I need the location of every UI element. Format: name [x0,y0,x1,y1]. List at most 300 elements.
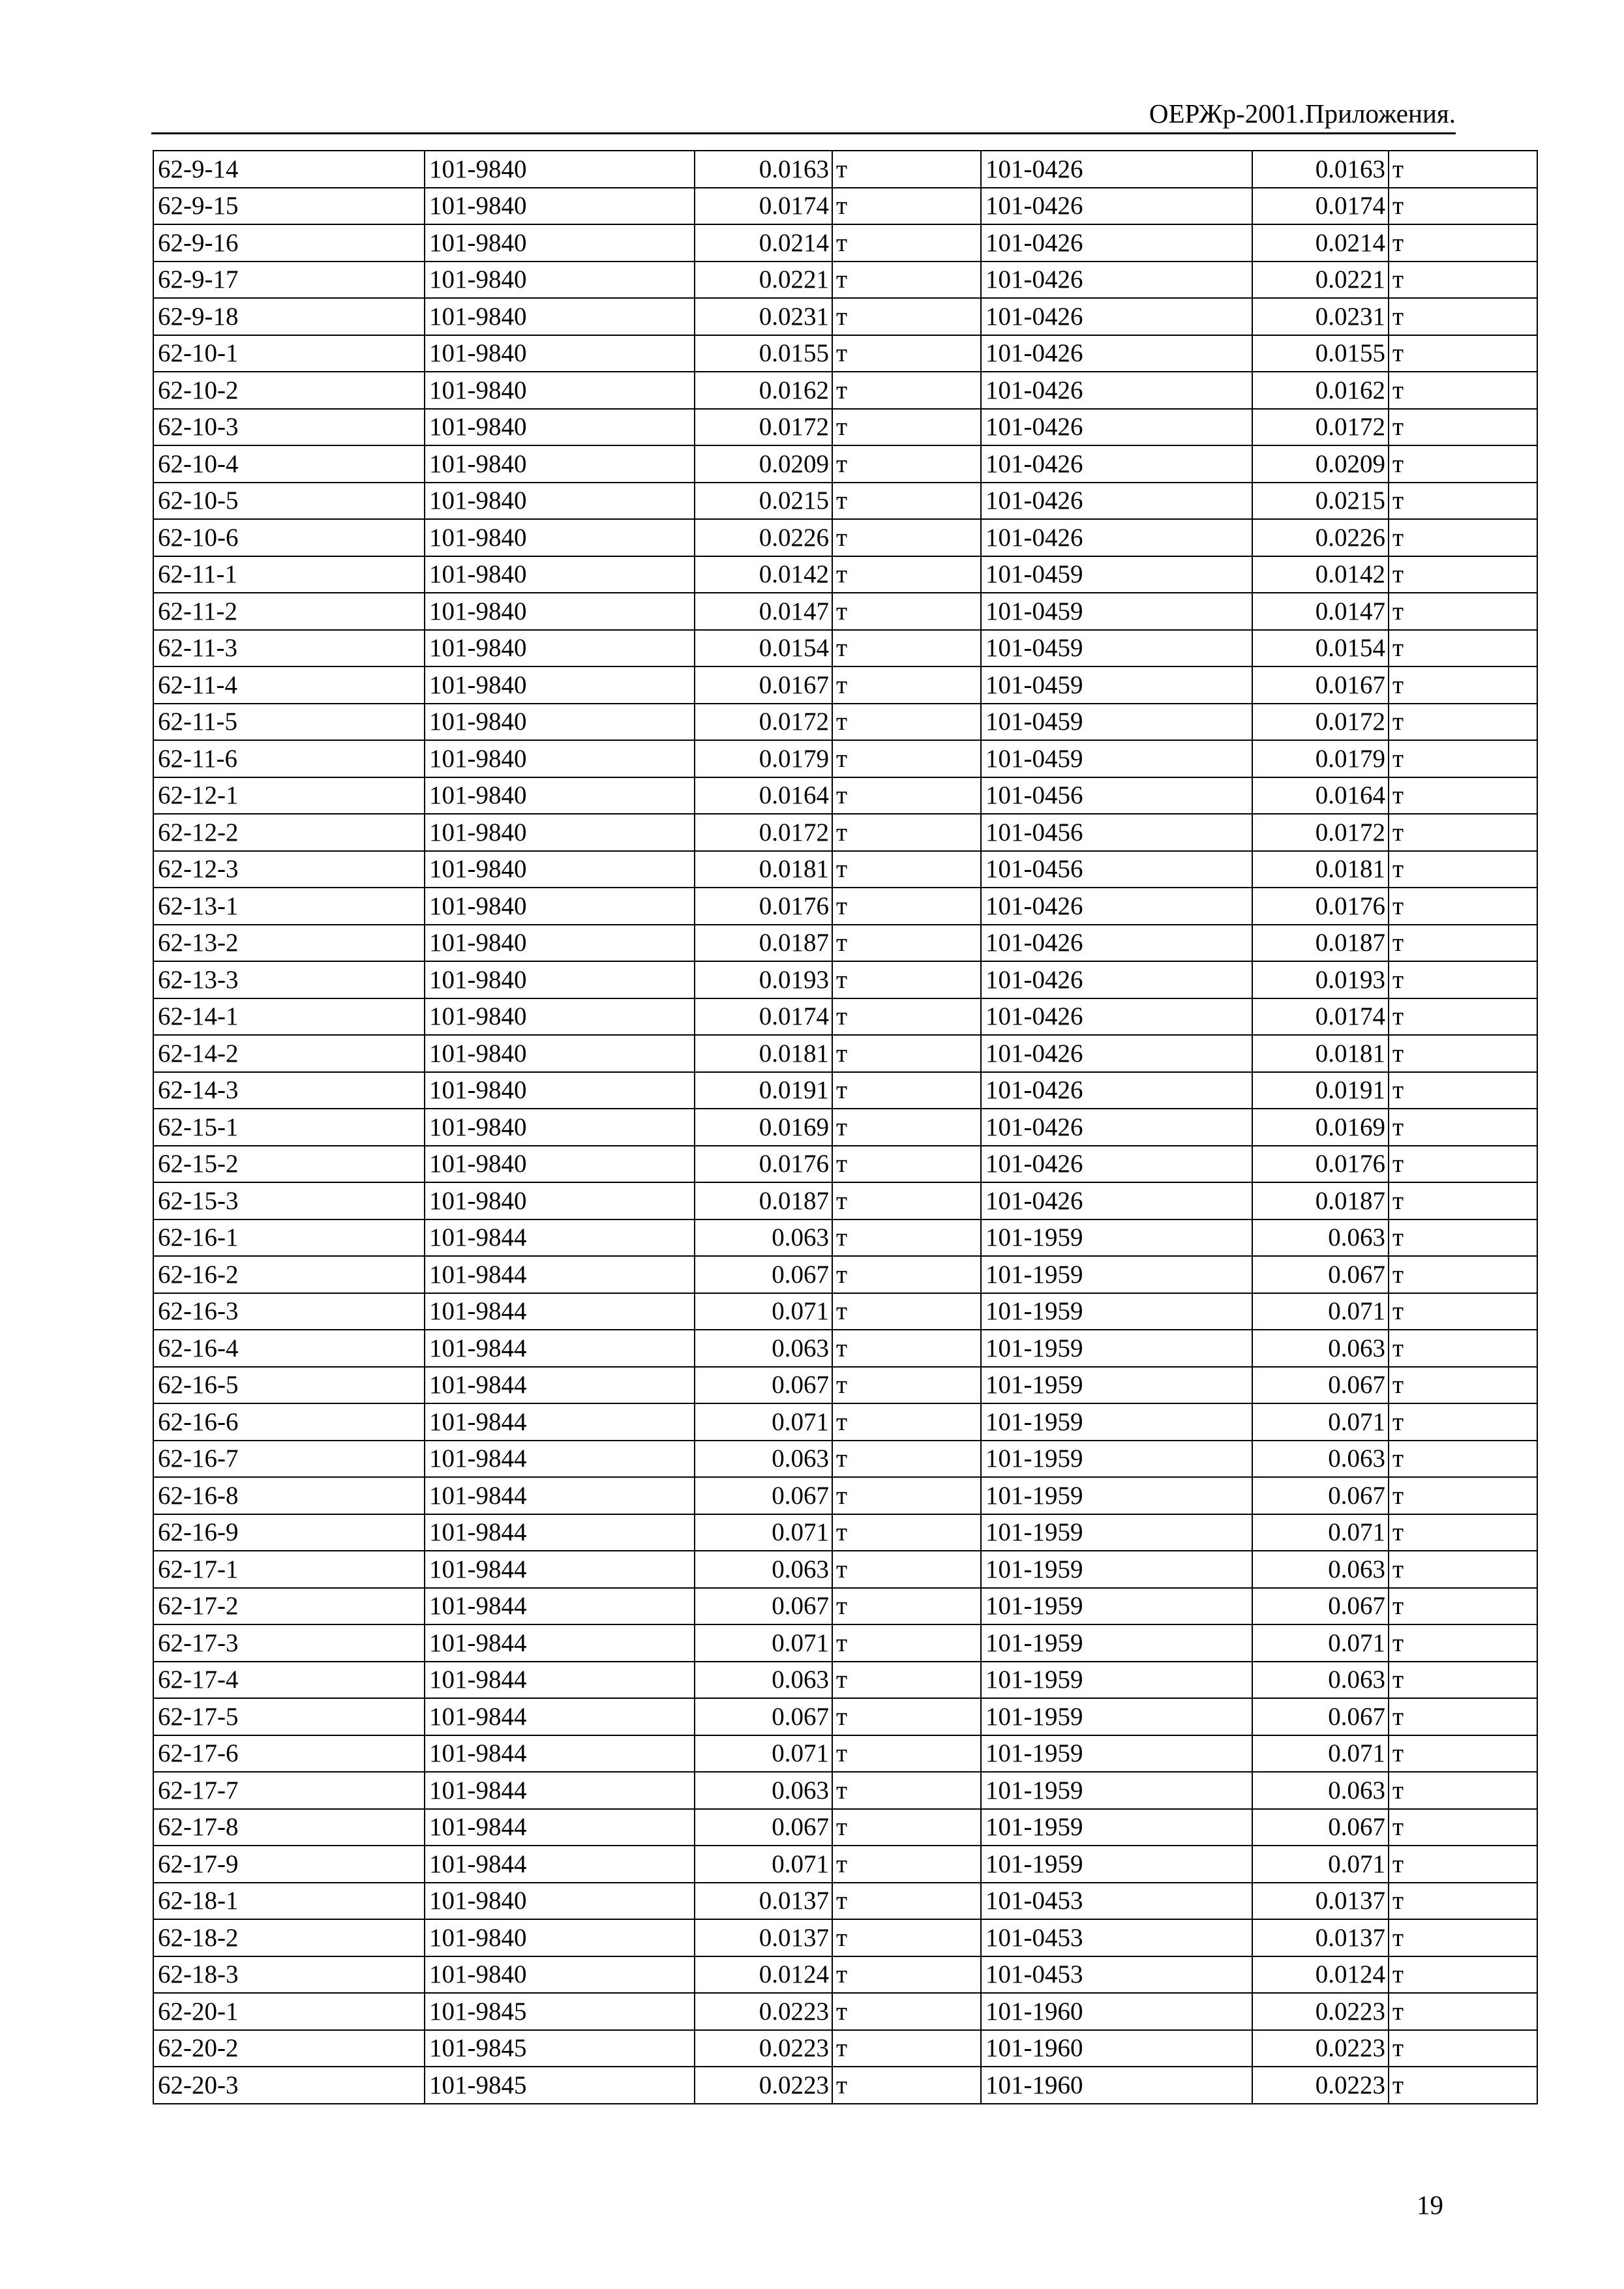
quantity-cell: 0.0169 [695,1109,832,1146]
table-row [153,814,1537,851]
resource-code-cell: 101-9844 [425,1735,695,1773]
table-row [153,1698,1537,1735]
rate-code-cell: 62-10-5 [153,483,425,520]
unit-cell: т [832,409,981,446]
unit-cell: т [832,262,981,299]
unit-cell: т [832,740,981,777]
quantity-cell: 0.0181 [695,1035,832,1072]
replacement-code-cell: 101-1959 [981,1588,1252,1625]
resource-code-cell: 101-9840 [425,630,695,667]
table-row [153,1588,1537,1625]
quantity-cell: 0.0154 [695,630,832,667]
quantity-cell: 0.063 [695,1441,832,1478]
rate-code-cell: 62-17-9 [153,1846,425,1883]
page-header [151,0,1456,140]
resource-code-cell: 101-9844 [425,1809,695,1846]
table-row [153,1441,1537,1478]
replacement-quantity-cell: 0.067 [1252,1809,1389,1846]
replacement-quantity-cell: 0.063 [1252,1219,1389,1257]
resource-code-cell: 101-9844 [425,1367,695,1404]
replacement-code-cell: 101-1960 [981,1993,1252,2030]
unit-cell: т [832,1109,981,1146]
table-row [153,1330,1537,1367]
unit-cell: т [832,445,981,483]
resource-code-cell: 101-9840 [425,1919,695,1956]
replacement-code-cell: 101-0459 [981,556,1252,593]
unit-cell: т [832,1256,981,1293]
replacement-unit-cell: т [1389,1956,1537,1994]
table-row [153,1035,1537,1072]
table-row [153,1182,1537,1219]
quantity-cell: 0.0164 [695,777,832,815]
resource-code-cell: 101-9844 [425,1330,695,1367]
quantity-cell: 0.0142 [695,556,832,593]
unit-cell: т [832,1809,981,1846]
replacement-unit-cell: т [1389,1182,1537,1219]
table-body [153,151,1537,2104]
replacement-quantity-cell: 0.063 [1252,1772,1389,1809]
replacement-quantity-cell: 0.0187 [1252,1182,1389,1219]
replacement-code-cell: 101-1959 [981,1698,1252,1735]
unit-cell: т [832,335,981,372]
replacement-code-cell: 101-0426 [981,519,1252,556]
unit-cell: т [832,2030,981,2067]
quantity-cell: 0.0147 [695,593,832,630]
resource-code-cell: 101-9840 [425,556,695,593]
replacement-quantity-cell: 0.0162 [1252,372,1389,409]
rate-code-cell: 62-10-1 [153,335,425,372]
rate-code-cell: 62-10-6 [153,519,425,556]
unit-cell: т [832,1035,981,1072]
unit-cell: т [832,998,981,1036]
table-row [153,1477,1537,1514]
rate-code-cell: 62-10-2 [153,372,425,409]
quantity-cell: 0.0231 [695,298,832,335]
unit-cell: т [832,372,981,409]
resource-code-cell: 101-9840 [425,519,695,556]
table-row [153,1993,1537,2030]
replacement-quantity-cell: 0.0223 [1252,1993,1389,2030]
unit-cell: т [832,704,981,741]
unit-cell: т [832,1883,981,1920]
rate-code-cell: 62-15-2 [153,1146,425,1183]
resource-code-cell: 101-9840 [425,1035,695,1072]
replacement-quantity-cell: 0.0176 [1252,1146,1389,1183]
unit-cell: т [832,1735,981,1773]
resource-code-cell: 101-9844 [425,1551,695,1588]
rate-code-cell: 62-13-1 [153,888,425,925]
replacement-quantity-cell: 0.0191 [1252,1072,1389,1109]
rate-code-cell: 62-20-1 [153,1993,425,2030]
rate-code-cell: 62-9-14 [153,151,425,188]
quantity-cell: 0.0174 [695,998,832,1036]
table-row [153,1146,1537,1183]
resource-code-cell: 101-9840 [425,593,695,630]
resource-code-cell: 101-9844 [425,1772,695,1809]
replacement-quantity-cell: 0.067 [1252,1698,1389,1735]
replacement-quantity-cell: 0.0223 [1252,2030,1389,2067]
replacement-unit-cell: т [1389,1403,1537,1441]
replacement-quantity-cell: 0.0181 [1252,1035,1389,1072]
replacement-unit-cell: т [1389,593,1537,630]
replacement-unit-cell: т [1389,630,1537,667]
table-row [153,704,1537,741]
table-row [153,1256,1537,1293]
replacement-code-cell: 101-0426 [981,1072,1252,1109]
replacement-unit-cell: т [1389,1477,1537,1514]
quantity-cell: 0.0176 [695,888,832,925]
quantity-cell: 0.0176 [695,1146,832,1183]
replacement-code-cell: 101-0459 [981,740,1252,777]
replacement-unit-cell: т [1389,1698,1537,1735]
rate-code-cell: 62-18-3 [153,1956,425,1994]
replacement-quantity-cell: 0.063 [1252,1441,1389,1478]
replacement-unit-cell: т [1389,1072,1537,1109]
replacement-quantity-cell: 0.071 [1252,1846,1389,1883]
replacement-unit-cell: т [1389,1883,1537,1920]
replacement-code-cell: 101-0426 [981,888,1252,925]
replacement-code-cell: 101-1959 [981,1772,1252,1809]
unit-cell: т [832,224,981,262]
replacement-unit-cell: т [1389,2030,1537,2067]
unit-cell: т [832,593,981,630]
rate-code-cell: 62-12-3 [153,851,425,888]
replacement-unit-cell: т [1389,1588,1537,1625]
replacement-code-cell: 101-1959 [981,1219,1252,1257]
rate-code-cell: 62-16-8 [153,1477,425,1514]
replacement-quantity-cell: 0.0172 [1252,409,1389,446]
table-row [153,262,1537,299]
rate-code-cell: 62-11-6 [153,740,425,777]
replacement-unit-cell: т [1389,1330,1537,1367]
replacement-code-cell: 101-0426 [981,188,1252,225]
resource-code-cell: 101-9840 [425,262,695,299]
replacement-unit-cell: т [1389,1146,1537,1183]
unit-cell: т [832,925,981,962]
table-row [153,925,1537,962]
rate-code-cell: 62-17-7 [153,1772,425,1809]
quantity-cell: 0.0181 [695,851,832,888]
table-row [153,2067,1537,2104]
resource-code-cell: 101-9840 [425,814,695,851]
replacement-unit-cell: т [1389,777,1537,815]
replacement-unit-cell: т [1389,1367,1537,1404]
quantity-cell: 0.071 [695,1403,832,1441]
table-row [153,1109,1537,1146]
replacement-quantity-cell: 0.063 [1252,1551,1389,1588]
unit-cell: т [832,1293,981,1330]
resource-code-cell: 101-9840 [425,704,695,741]
table-row [153,1846,1537,1883]
rate-code-cell: 62-20-2 [153,2030,425,2067]
quantity-cell: 0.0155 [695,335,832,372]
replacement-code-cell: 101-1959 [981,1809,1252,1846]
quantity-cell: 0.0172 [695,409,832,446]
replacement-quantity-cell: 0.0169 [1252,1109,1389,1146]
rate-code-cell: 62-11-5 [153,704,425,741]
replacement-code-cell: 101-0426 [981,224,1252,262]
rate-code-cell: 62-9-17 [153,262,425,299]
replacement-quantity-cell: 0.0164 [1252,777,1389,815]
rate-code-cell: 62-18-1 [153,1883,425,1920]
replacement-quantity-cell: 0.0215 [1252,483,1389,520]
table-row [153,483,1537,520]
quantity-cell: 0.0174 [695,188,832,225]
rate-code-cell: 62-16-2 [153,1256,425,1293]
rate-code-cell: 62-12-1 [153,777,425,815]
table-row [153,556,1537,593]
unit-cell: т [832,2067,981,2104]
replacement-quantity-cell: 0.067 [1252,1256,1389,1293]
replacement-code-cell: 101-0426 [981,298,1252,335]
header-rule [151,132,1456,134]
resource-code-cell: 101-9840 [425,335,695,372]
quantity-cell: 0.0191 [695,1072,832,1109]
table-row [153,630,1537,667]
resource-code-cell: 101-9840 [425,409,695,446]
replacement-quantity-cell: 0.071 [1252,1403,1389,1441]
replacement-unit-cell: т [1389,445,1537,483]
table-row [153,1367,1537,1404]
replacement-code-cell: 101-0426 [981,409,1252,446]
quantity-cell: 0.067 [695,1698,832,1735]
replacement-quantity-cell: 0.071 [1252,1514,1389,1551]
replacement-unit-cell: т [1389,224,1537,262]
quantity-cell: 0.071 [695,1514,832,1551]
replacement-code-cell: 101-0453 [981,1883,1252,1920]
replacement-unit-cell: т [1389,2067,1537,2104]
replacement-quantity-cell: 0.071 [1252,1735,1389,1773]
resource-code-cell: 101-9840 [425,1072,695,1109]
replacement-unit-cell: т [1389,372,1537,409]
resource-code-cell: 101-9840 [425,188,695,225]
replacement-unit-cell: т [1389,519,1537,556]
quantity-cell: 0.0179 [695,740,832,777]
quantity-cell: 0.0221 [695,262,832,299]
resource-code-cell: 101-9840 [425,1883,695,1920]
replacement-code-cell: 101-0426 [981,998,1252,1036]
unit-cell: т [832,1551,981,1588]
replacement-code-cell: 101-1960 [981,2030,1252,2067]
table-row [153,188,1537,225]
replacement-code-cell: 101-0426 [981,1146,1252,1183]
replacement-code-cell: 101-1959 [981,1735,1252,1773]
replacement-quantity-cell: 0.0221 [1252,262,1389,299]
rate-code-cell: 62-9-18 [153,298,425,335]
replacement-quantity-cell: 0.0181 [1252,851,1389,888]
replacement-unit-cell: т [1389,888,1537,925]
table-row [153,151,1537,188]
resource-code-cell: 101-9840 [425,961,695,998]
rate-code-cell: 62-17-3 [153,1624,425,1662]
rate-code-cell: 62-17-8 [153,1809,425,1846]
table-row [153,1662,1537,1699]
unit-cell: т [832,188,981,225]
resource-code-cell: 101-9840 [425,925,695,962]
replacement-unit-cell: т [1389,1035,1537,1072]
quantity-cell: 0.0214 [695,224,832,262]
table-row [153,1551,1537,1588]
rate-code-cell: 62-16-6 [153,1403,425,1441]
quantity-cell: 0.0223 [695,2067,832,2104]
replacement-quantity-cell: 0.0179 [1252,740,1389,777]
replacement-code-cell: 101-1959 [981,1551,1252,1588]
unit-cell: т [832,961,981,998]
rate-code-cell: 62-17-5 [153,1698,425,1735]
rate-code-cell: 62-11-4 [153,666,425,704]
unit-cell: т [832,1624,981,1662]
rate-code-cell: 62-18-2 [153,1919,425,1956]
replacement-unit-cell: т [1389,925,1537,962]
replacement-unit-cell: т [1389,1809,1537,1846]
table-row [153,298,1537,335]
resource-code-cell: 101-9844 [425,1662,695,1699]
rate-code-cell: 62-14-1 [153,998,425,1036]
rate-code-cell: 62-17-2 [153,1588,425,1625]
table-row [153,1809,1537,1846]
replacement-code-cell: 101-1959 [981,1662,1252,1699]
replacement-quantity-cell: 0.0187 [1252,925,1389,962]
rate-code-cell: 62-20-3 [153,2067,425,2104]
replacement-unit-cell: т [1389,298,1537,335]
unit-cell: т [832,814,981,851]
resource-code-cell: 101-9844 [425,1219,695,1257]
unit-cell: т [832,1698,981,1735]
resource-code-cell: 101-9844 [425,1256,695,1293]
replacement-code-cell: 101-1959 [981,1256,1252,1293]
replacement-unit-cell: т [1389,1219,1537,1257]
quantity-cell: 0.0215 [695,483,832,520]
replacement-code-cell: 101-1959 [981,1477,1252,1514]
replacement-unit-cell: т [1389,151,1537,188]
resource-code-cell: 101-9845 [425,2067,695,2104]
resource-code-cell: 101-9840 [425,445,695,483]
table-row [153,1883,1537,1920]
quantity-cell: 0.063 [695,1772,832,1809]
replacement-quantity-cell: 0.0137 [1252,1883,1389,1920]
unit-cell: т [832,666,981,704]
quantity-cell: 0.0193 [695,961,832,998]
replacement-unit-cell: т [1389,1624,1537,1662]
unit-cell: т [832,519,981,556]
resource-code-cell: 101-9840 [425,740,695,777]
rate-code-cell: 62-16-9 [153,1514,425,1551]
rate-code-cell: 62-15-1 [153,1109,425,1146]
rate-code-cell: 62-9-16 [153,224,425,262]
replacement-unit-cell: т [1389,335,1537,372]
replacement-quantity-cell: 0.0226 [1252,519,1389,556]
rate-code-cell: 62-13-2 [153,925,425,962]
table-row [153,961,1537,998]
rate-code-cell: 62-17-4 [153,1662,425,1699]
replacement-quantity-cell: 0.0172 [1252,814,1389,851]
replacement-code-cell: 101-1959 [981,1624,1252,1662]
replacement-quantity-cell: 0.0154 [1252,630,1389,667]
unit-cell: т [832,777,981,815]
quantity-cell: 0.067 [695,1477,832,1514]
replacement-code-cell: 101-0426 [981,1035,1252,1072]
table-row [153,1624,1537,1662]
replacement-quantity-cell: 0.0193 [1252,961,1389,998]
rate-code-cell: 62-11-1 [153,556,425,593]
replacement-quantity-cell: 0.0231 [1252,298,1389,335]
replacement-code-cell: 101-0426 [981,1109,1252,1146]
resource-code-cell: 101-9844 [425,1441,695,1478]
quantity-cell: 0.067 [695,1256,832,1293]
table-row [153,1219,1537,1257]
replacement-code-cell: 101-0459 [981,704,1252,741]
unit-cell: т [832,1588,981,1625]
unit-cell: т [832,151,981,188]
resource-code-cell: 101-9840 [425,777,695,815]
table-row [153,1956,1537,1994]
rate-code-cell: 62-9-15 [153,188,425,225]
replacement-code-cell: 101-0426 [981,961,1252,998]
table-row [153,372,1537,409]
table-row [153,519,1537,556]
replacement-unit-cell: т [1389,483,1537,520]
replacement-quantity-cell: 0.0209 [1252,445,1389,483]
replacement-quantity-cell: 0.071 [1252,1293,1389,1330]
replacement-unit-cell: т [1389,1551,1537,1588]
quantity-cell: 0.071 [695,1735,832,1773]
table-row [153,998,1537,1036]
table-row [153,851,1537,888]
quantity-cell: 0.0226 [695,519,832,556]
resource-code-cell: 101-9840 [425,998,695,1036]
unit-cell: т [832,1514,981,1551]
replacement-code-cell: 101-0426 [981,151,1252,188]
replacement-quantity-cell: 0.0147 [1252,593,1389,630]
quantity-cell: 0.0172 [695,704,832,741]
replacement-code-cell: 101-0456 [981,814,1252,851]
replacement-unit-cell: т [1389,1441,1537,1478]
table-row [153,1772,1537,1809]
replacement-quantity-cell: 0.0142 [1252,556,1389,593]
table-row [153,335,1537,372]
resource-code-cell: 101-9840 [425,1956,695,1994]
replacement-unit-cell: т [1389,814,1537,851]
replacement-quantity-cell: 0.063 [1252,1330,1389,1367]
replacement-code-cell: 101-0426 [981,925,1252,962]
rate-code-cell: 62-16-7 [153,1441,425,1478]
resource-code-cell: 101-9845 [425,1993,695,2030]
rate-code-cell: 62-11-2 [153,593,425,630]
replacement-unit-cell: т [1389,1256,1537,1293]
replacement-unit-cell: т [1389,740,1537,777]
replacement-unit-cell: т [1389,262,1537,299]
replacement-code-cell: 101-0453 [981,1919,1252,1956]
quantity-cell: 0.071 [695,1624,832,1662]
replacement-unit-cell: т [1389,1919,1537,1956]
unit-cell: т [832,1330,981,1367]
replacement-unit-cell: т [1389,851,1537,888]
table-row [153,1403,1537,1441]
table-row [153,777,1537,815]
replacement-unit-cell: т [1389,1514,1537,1551]
resource-code-cell: 101-9840 [425,666,695,704]
resource-code-cell: 101-9840 [425,1182,695,1219]
resource-code-cell: 101-9844 [425,1293,695,1330]
resource-code-cell: 101-9844 [425,1698,695,1735]
rate-code-cell: 62-16-4 [153,1330,425,1367]
replacement-unit-cell: т [1389,1109,1537,1146]
table-row [153,1919,1537,1956]
resource-table [153,150,1538,2104]
replacement-unit-cell: т [1389,666,1537,704]
quantity-cell: 0.067 [695,1588,832,1625]
rate-code-cell: 62-16-1 [153,1219,425,1257]
